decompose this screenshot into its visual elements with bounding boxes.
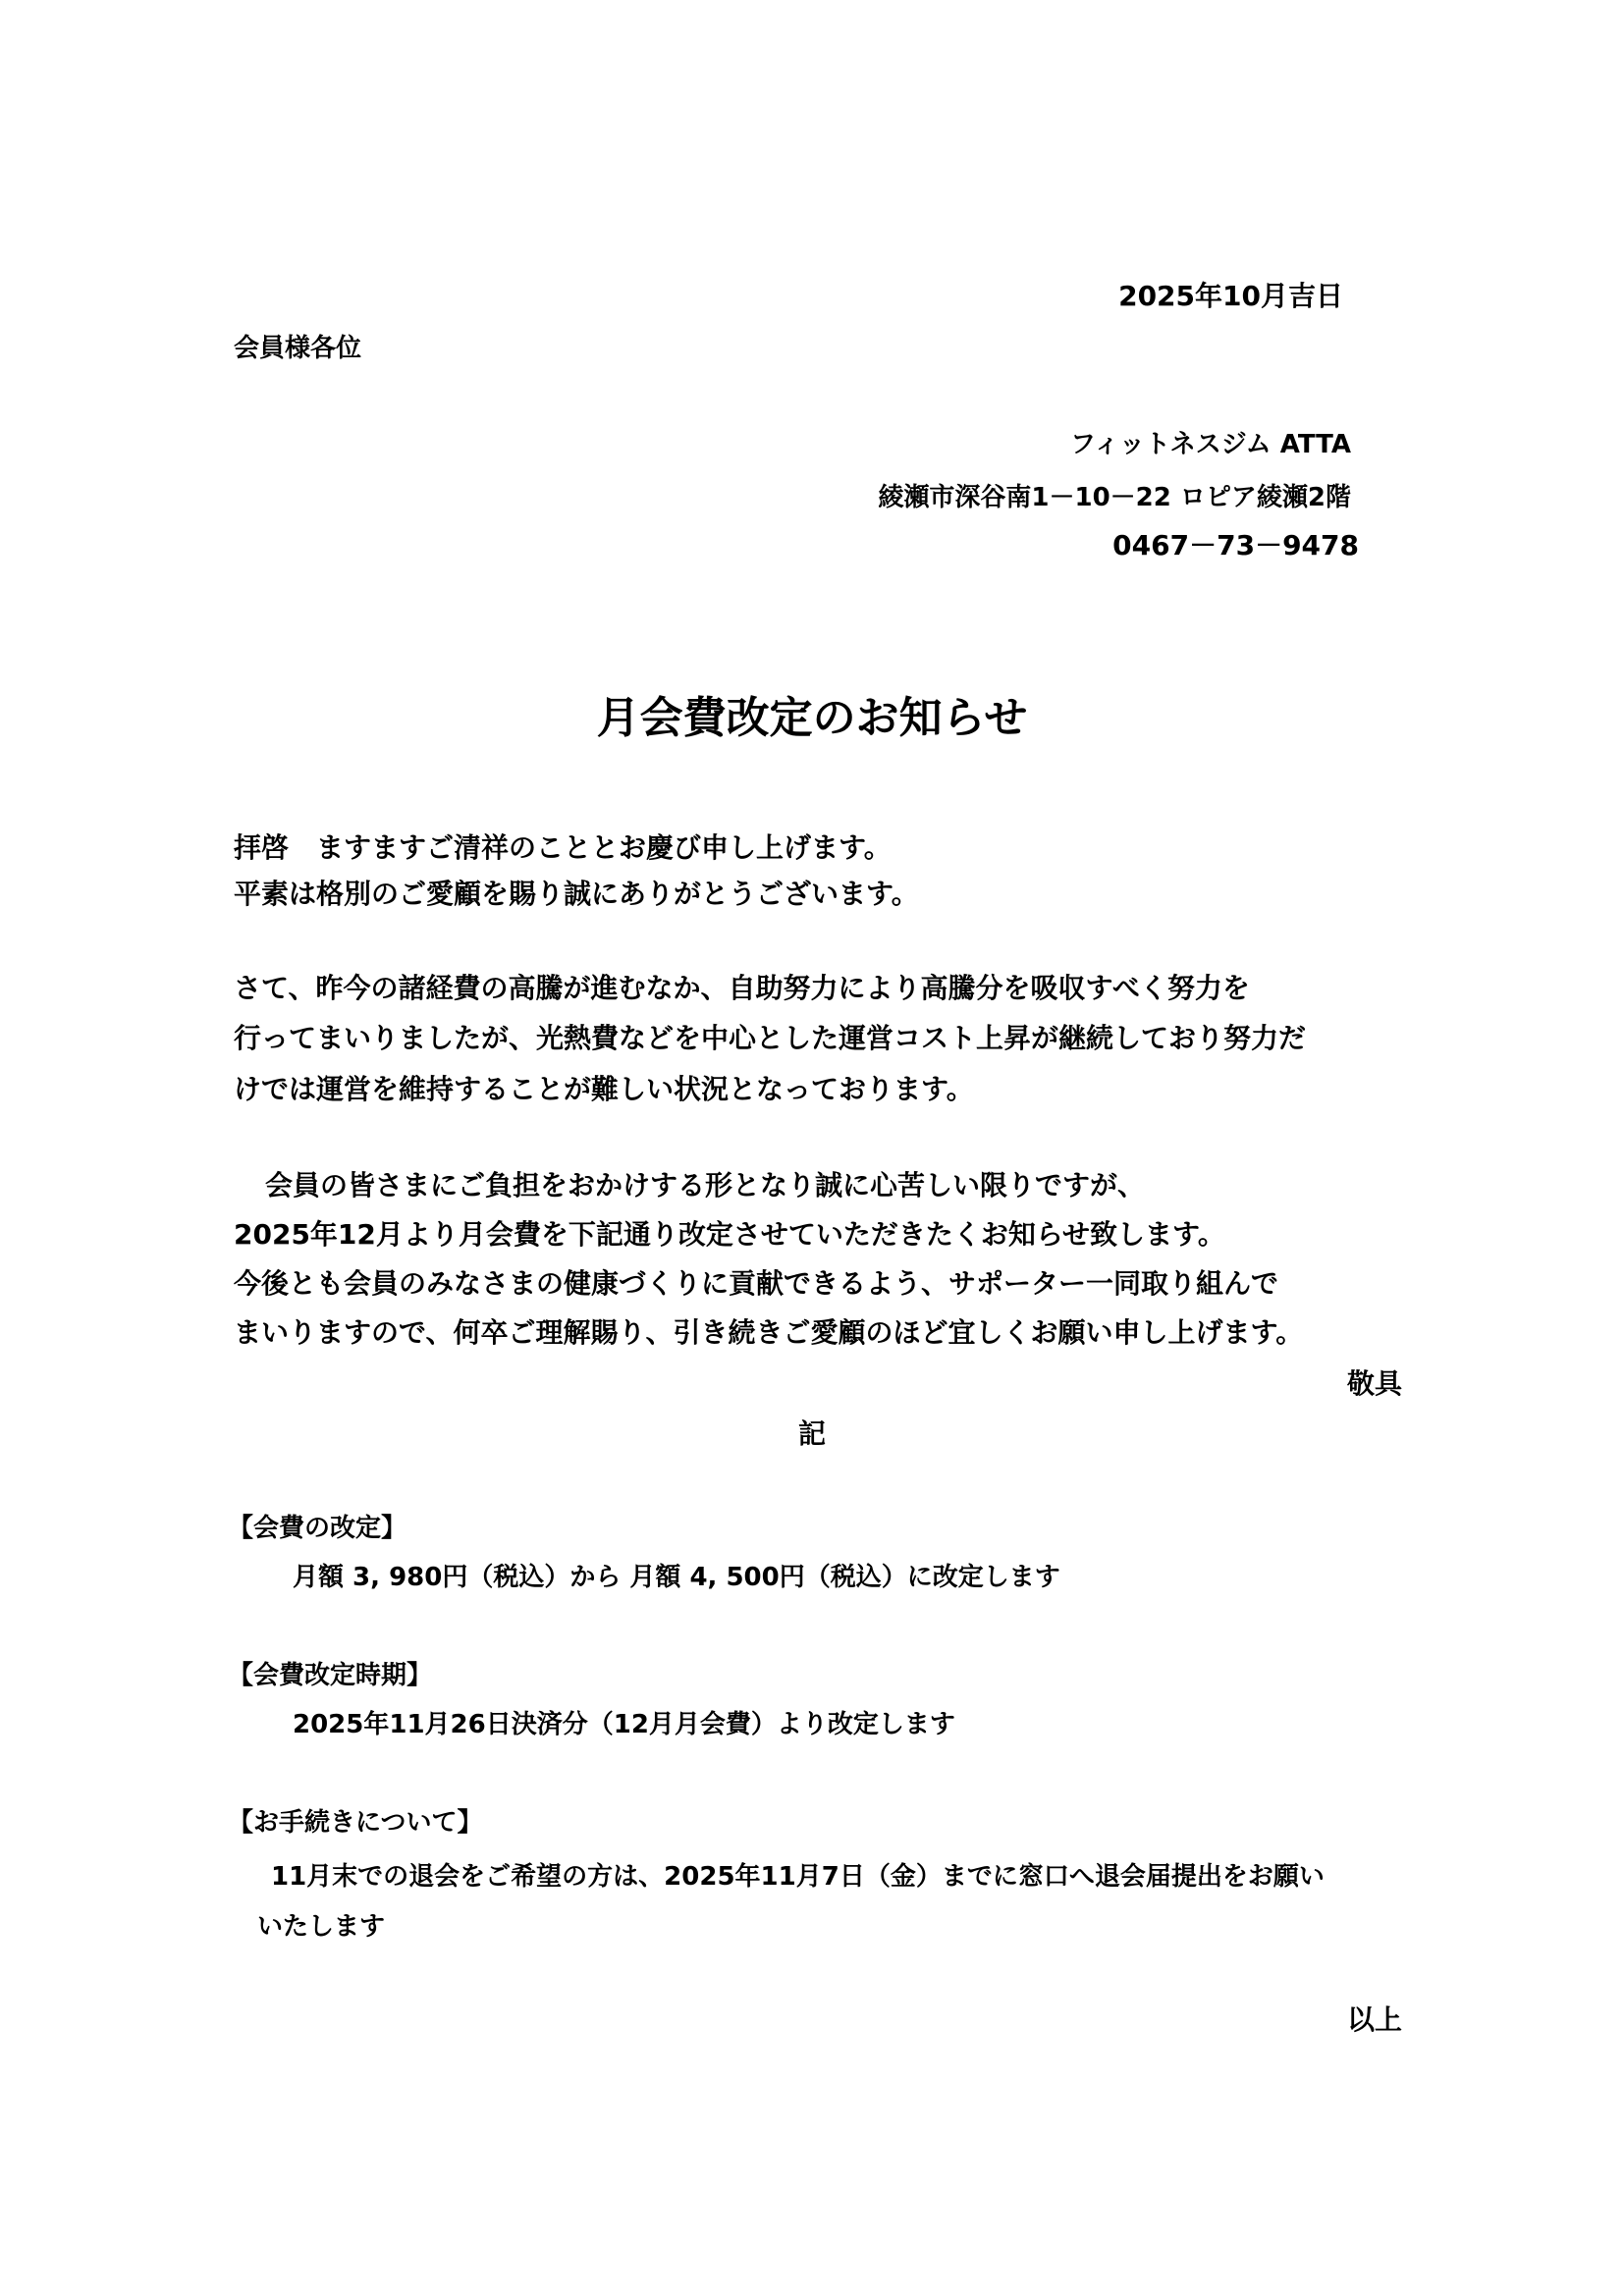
addressee: 会員様各位 [234,334,362,363]
document-date: 2025年10月吉日 [1118,280,1343,312]
sender-name: フィットネスジム ATTA [1070,430,1351,459]
body-line: けでは運営を維持することが難しい状況となっております。 [234,1073,974,1105]
sender-address: 綾瀬市深谷南1－10－22 ロピア綾瀬2階 [878,483,1351,512]
section-body-procedure: いたします [257,1912,386,1942]
section-heading-procedure: 【お手続きについて】 [228,1808,483,1838]
section-body-revision-date: 2025年11月26日決済分（12月月会費）より改定します [293,1710,955,1739]
body-line: 会員の皆さまにご負担をおかけする形となり誠に心苦しい限りですが、 [265,1169,1146,1201]
section-heading-fee-revision: 【会費の改定】 [228,1514,407,1543]
section-body-procedure: 11月末での退会をご希望の方は、2025年11月7日（金）までに窓口へ退会届提出をお願い [271,1862,1325,1892]
body-line: 2025年12月より月会費を下記通り改定させていただきたくお知らせ致します。 [234,1218,1225,1251]
section-body-fee-revision: 月額 3, 980円（税込）から 月額 4, 500円（税込）に改定します [293,1563,1060,1592]
body-line: 今後とも会員のみなさまの健康づくりに貢献できるよう、サポーター一同取り組んで [234,1267,1279,1300]
section-heading-revision-date: 【会費改定時期】 [228,1661,433,1690]
greeting-line: 平素は格別のご愛顧を賜り誠にありがとうございます。 [234,878,919,910]
body-line: まいりますので、何卒ご理解賜り、引き続きご愛顧のほど宜しくお願い申し上げます。 [234,1316,1304,1349]
body-line: 行ってまいりましたが、光熱費などを中心とした運営コスト上昇が継続しており努力だ [234,1022,1307,1054]
greeting-line: 拝啓 ますますご清祥のこととお慶び申し上げます。 [234,831,892,864]
body-line: さて、昨今の諸経費の高騰が進むなか、自助努力により高騰分を吸収すべく努力を [234,972,1250,1004]
closing-keigu: 敬具 [1346,1367,1402,1400]
document-title: 月会費改定のお知らせ [596,693,1028,743]
ki-marker: 記 [797,1417,826,1450]
closing-ijou: 以上 [1346,2003,1402,2036]
sender-phone: 0467－73－9478 [1112,529,1359,561]
